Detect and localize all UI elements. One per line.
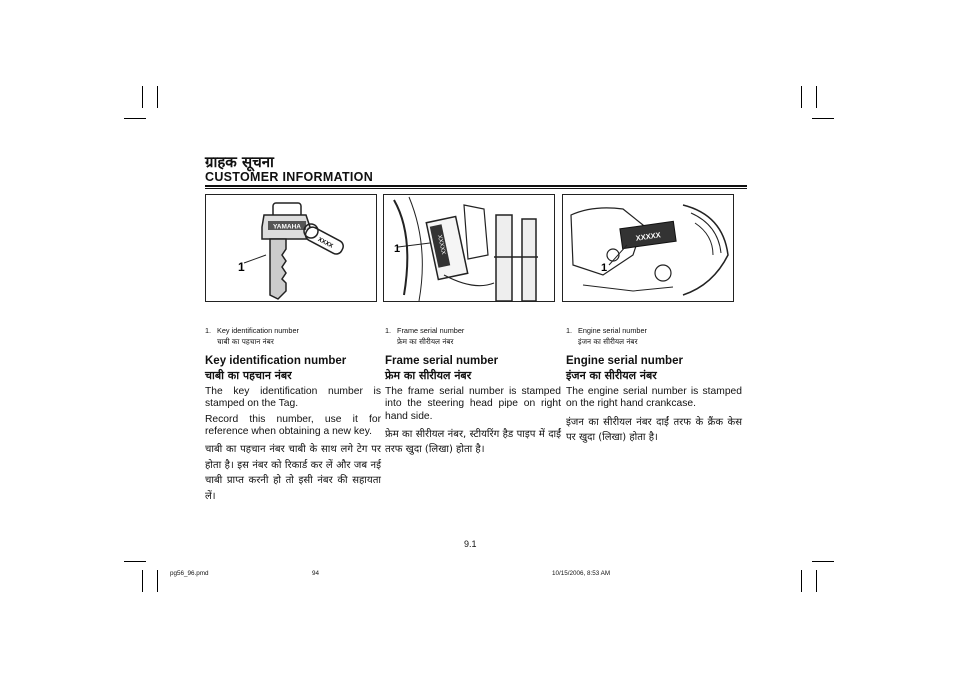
footer-timestamp: 10/15/2006, 8:53 AM: [552, 570, 611, 577]
figure-caption-hindi: फ्रेम का सीरीयल नंबर: [397, 337, 454, 346]
body-paragraph-hindi: इंजन का सीरीयल नंबर दाईं तरफ के क्रैंक केस पर खुदा (लिखा) होता है।: [566, 416, 742, 444]
caption-number: 1.: [205, 326, 212, 335]
figure-caption: [385, 326, 561, 336]
callout-number: 1: [601, 262, 608, 274]
crop-mark: [142, 86, 143, 108]
footer-page: 94: [312, 570, 320, 577]
body-paragraph: Record this number, use it for reference when obtaining a new key.: [205, 413, 381, 437]
key-tag-brand: YAMAHA: [273, 223, 301, 231]
callout-number: 1: [238, 260, 245, 274]
frame-section: [385, 326, 561, 458]
frame-illustration: [384, 195, 554, 301]
section-title: CUSTOMER INFORMATION: [205, 170, 374, 184]
crop-mark: [124, 118, 146, 119]
body-paragraph: The key identification number is stamped on the Tag.: [205, 386, 381, 410]
crop-mark: [812, 561, 834, 562]
engine-illustration: [563, 195, 733, 301]
crop-mark: [816, 570, 817, 592]
frame-figure: [383, 194, 555, 302]
crop-mark: [816, 86, 817, 108]
engine-figure: [562, 194, 734, 302]
crop-mark: [124, 561, 146, 562]
figure-caption-hindi: इंजन का सीरीयल नंबर: [578, 337, 638, 346]
header-rule: [205, 185, 747, 187]
key-section: [205, 326, 381, 504]
body-paragraph-hindi: फ्रेम का सीरीयल नंबर, स्टीयरिंग हैड पाइप में दाईं तरफ खुदा (लिखा) होता है।: [385, 428, 561, 456]
body-paragraph: The frame serial number is stamped into the steering head pipe on right hand side.: [385, 386, 561, 422]
section-heading-hindi: फ्रेम का सीरीयल नंबर: [385, 369, 472, 382]
crop-mark: [812, 118, 834, 119]
section-heading-hindi: चाबी का पहचान नंबर: [205, 369, 292, 382]
figure-caption-hindi: चाबी का पहचान नंबर: [217, 337, 274, 346]
section-heading: Engine serial number: [566, 355, 683, 367]
key-illustration: [206, 195, 376, 301]
section-heading: Frame serial number: [385, 355, 499, 367]
crop-mark: [801, 86, 802, 108]
header-rule: [205, 188, 747, 189]
page-number: 9.1: [464, 539, 477, 549]
crop-mark: [142, 570, 143, 592]
callout-number: 1: [394, 243, 401, 255]
figure-caption: [205, 326, 381, 336]
caption-text: Frame serial number: [397, 326, 465, 335]
section-heading: Key identification number: [205, 355, 347, 367]
engine-section: [566, 326, 742, 446]
frame-code: XXXXX: [435, 234, 446, 256]
body-paragraph: The engine serial number is stamped on the right hand crankcase.: [566, 386, 742, 410]
footer-filename: pg56_96.pmd: [170, 570, 209, 577]
engine-code: XXXXX: [635, 230, 662, 243]
caption-number: 1.: [385, 326, 392, 335]
caption-text: Key identification number: [217, 326, 299, 335]
crop-mark: [157, 86, 158, 108]
crop-mark: [157, 570, 158, 592]
caption-number: 1.: [566, 326, 573, 335]
section-title-hindi: ग्राहक सूचना: [205, 153, 274, 171]
key-tag-code: XXXX: [316, 236, 334, 250]
section-heading-hindi: इंजन का सीरीयल नंबर: [566, 369, 657, 382]
crop-mark: [801, 570, 802, 592]
body-paragraph-hindi: चाबी का पहचान नंबर चाबी के साथ लगे टेग पर होता है। इस नंबर को रिकार्ड कर लें और जब नई चाबी प्राप्त करनी हो तो इसी नंबर की सहायता लें।: [205, 444, 381, 502]
key-figure: [205, 194, 377, 302]
caption-text: Engine serial number: [578, 326, 647, 335]
figure-caption: [566, 326, 742, 336]
